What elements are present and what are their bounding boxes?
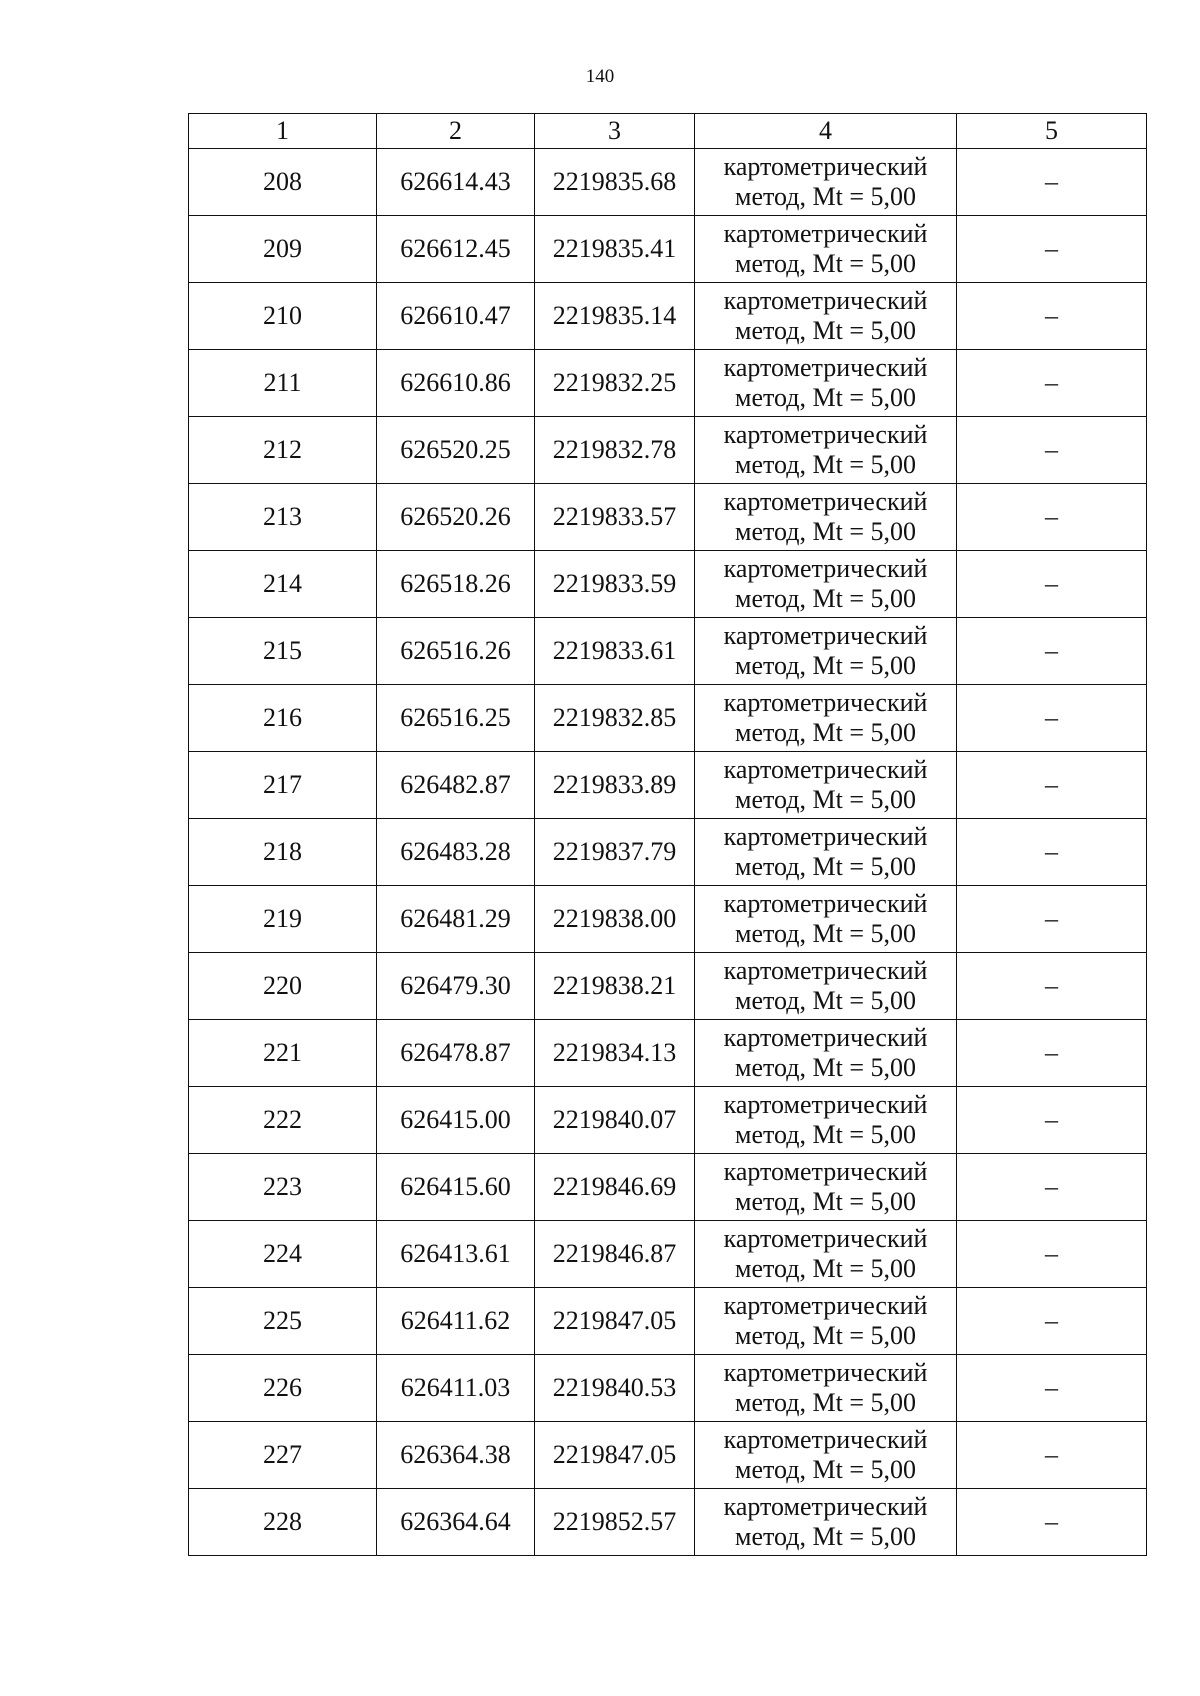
y-coordinate-cell: 2219840.07	[535, 1087, 695, 1154]
method-text-line-2: метод, Mt = 5,00	[735, 651, 916, 680]
method-cell	[695, 1489, 957, 1556]
y-coordinate-cell: 2219837.79	[535, 819, 695, 886]
method-text-line-2: метод, Mt = 5,00	[735, 1053, 916, 1082]
x-coordinate-cell: 626415.00	[377, 1087, 535, 1154]
method-text-line-1: картометрический	[723, 1157, 928, 1186]
column-header-5: 5	[957, 114, 1147, 149]
note-cell: –	[957, 283, 1147, 350]
note-cell: –	[957, 1355, 1147, 1422]
method-cell	[695, 216, 957, 283]
method-text-line-1: картометрический	[723, 1291, 928, 1320]
table-row	[189, 417, 1147, 484]
method-text-line-2: метод, Mt = 5,00	[735, 383, 916, 412]
x-coordinate-cell: 626483.28	[377, 819, 535, 886]
note-cell: –	[957, 1154, 1147, 1221]
note-cell: –	[957, 618, 1147, 685]
note-cell: –	[957, 819, 1147, 886]
point-number-cell: 227	[189, 1422, 377, 1489]
x-coordinate-cell: 626411.62	[377, 1288, 535, 1355]
note-cell: –	[957, 484, 1147, 551]
note-cell: –	[957, 953, 1147, 1020]
column-header-1: 1	[189, 114, 377, 149]
method-text-line-2: метод, Mt = 5,00	[735, 316, 916, 345]
note-cell: –	[957, 1288, 1147, 1355]
method-text-line-1: картометрический	[723, 219, 928, 248]
method-cell	[695, 350, 957, 417]
method-text-line-1: картометрический	[723, 1492, 928, 1521]
x-coordinate-cell: 626610.86	[377, 350, 535, 417]
method-text-line-2: метод, Mt = 5,00	[735, 1120, 916, 1149]
point-number-cell: 224	[189, 1221, 377, 1288]
note-cell: –	[957, 551, 1147, 618]
note-cell: –	[957, 149, 1147, 216]
table-row	[189, 1489, 1147, 1556]
note-cell: –	[957, 886, 1147, 953]
point-number-cell: 218	[189, 819, 377, 886]
y-coordinate-cell: 2219847.05	[535, 1422, 695, 1489]
y-coordinate-cell: 2219835.14	[535, 283, 695, 350]
method-text-line-1: картометрический	[723, 420, 928, 449]
x-coordinate-cell: 626482.87	[377, 752, 535, 819]
table-row	[189, 1288, 1147, 1355]
method-text-line-1: картометрический	[723, 755, 928, 784]
method-text-line-1: картометрический	[723, 152, 928, 181]
method-text-line-2: метод, Mt = 5,00	[735, 986, 916, 1015]
method-text-line-2: метод, Mt = 5,00	[735, 1455, 916, 1484]
note-cell: –	[957, 1020, 1147, 1087]
method-cell	[695, 1355, 957, 1422]
method-text-line-2: метод, Mt = 5,00	[735, 1321, 916, 1350]
method-text-line-1: картометрический	[723, 353, 928, 382]
point-number-cell: 209	[189, 216, 377, 283]
method-cell	[695, 819, 957, 886]
method-cell	[695, 1288, 957, 1355]
method-text-line-2: метод, Mt = 5,00	[735, 852, 916, 881]
table-row	[189, 551, 1147, 618]
table-row	[189, 149, 1147, 216]
y-coordinate-cell: 2219846.87	[535, 1221, 695, 1288]
point-number-cell: 220	[189, 953, 377, 1020]
point-number-cell: 216	[189, 685, 377, 752]
note-cell: –	[957, 752, 1147, 819]
method-text-line-2: метод, Mt = 5,00	[735, 1522, 916, 1551]
point-number-cell: 219	[189, 886, 377, 953]
table-row	[189, 1221, 1147, 1288]
method-text-line-1: картометрический	[723, 889, 928, 918]
x-coordinate-cell: 626481.29	[377, 886, 535, 953]
table-row	[189, 618, 1147, 685]
x-coordinate-cell: 626411.03	[377, 1355, 535, 1422]
x-coordinate-cell: 626516.26	[377, 618, 535, 685]
method-text-line-2: метод, Mt = 5,00	[735, 1187, 916, 1216]
note-cell: –	[957, 350, 1147, 417]
method-text-line-1: картометрический	[723, 487, 928, 516]
method-cell	[695, 1087, 957, 1154]
x-coordinate-cell: 626516.25	[377, 685, 535, 752]
point-number-cell: 222	[189, 1087, 377, 1154]
y-coordinate-cell: 2219833.57	[535, 484, 695, 551]
y-coordinate-cell: 2219834.13	[535, 1020, 695, 1087]
table-header-row	[189, 114, 1147, 149]
method-text-line-2: метод, Mt = 5,00	[735, 718, 916, 747]
method-cell	[695, 551, 957, 618]
point-number-cell: 212	[189, 417, 377, 484]
method-text-line-1: картометрический	[723, 1224, 928, 1253]
point-number-cell: 226	[189, 1355, 377, 1422]
y-coordinate-cell: 2219835.68	[535, 149, 695, 216]
table-row	[189, 886, 1147, 953]
point-number-cell: 221	[189, 1020, 377, 1087]
x-coordinate-cell: 626518.26	[377, 551, 535, 618]
note-cell: –	[957, 417, 1147, 484]
x-coordinate-cell: 626610.47	[377, 283, 535, 350]
note-cell: –	[957, 685, 1147, 752]
point-number-cell: 208	[189, 149, 377, 216]
method-text-line-1: картометрический	[723, 621, 928, 650]
table-row	[189, 484, 1147, 551]
x-coordinate-cell: 626413.61	[377, 1221, 535, 1288]
table-row	[189, 953, 1147, 1020]
method-cell	[695, 149, 957, 216]
point-number-cell: 213	[189, 484, 377, 551]
method-text-line-2: метод, Mt = 5,00	[735, 1388, 916, 1417]
method-cell	[695, 685, 957, 752]
y-coordinate-cell: 2219838.00	[535, 886, 695, 953]
y-coordinate-cell: 2219832.78	[535, 417, 695, 484]
table-row	[189, 752, 1147, 819]
x-coordinate-cell: 626415.60	[377, 1154, 535, 1221]
method-text-line-2: метод, Mt = 5,00	[735, 450, 916, 479]
y-coordinate-cell: 2219835.41	[535, 216, 695, 283]
method-cell	[695, 1154, 957, 1221]
method-text-line-1: картометрический	[723, 1425, 928, 1454]
method-text-line-2: метод, Mt = 5,00	[735, 517, 916, 546]
method-cell	[695, 1020, 957, 1087]
method-cell	[695, 752, 957, 819]
method-text-line-1: картометрический	[723, 1090, 928, 1119]
point-number-cell: 214	[189, 551, 377, 618]
method-cell	[695, 484, 957, 551]
point-number-cell: 223	[189, 1154, 377, 1221]
table-row	[189, 819, 1147, 886]
x-coordinate-cell: 626364.64	[377, 1489, 535, 1556]
note-cell: –	[957, 1422, 1147, 1489]
x-coordinate-cell: 626520.26	[377, 484, 535, 551]
x-coordinate-cell: 626478.87	[377, 1020, 535, 1087]
method-text-line-2: метод, Mt = 5,00	[735, 182, 916, 211]
method-text-line-2: метод, Mt = 5,00	[735, 249, 916, 278]
y-coordinate-cell: 2219833.59	[535, 551, 695, 618]
y-coordinate-cell: 2219832.85	[535, 685, 695, 752]
y-coordinate-cell: 2219846.69	[535, 1154, 695, 1221]
method-text-line-1: картометрический	[723, 956, 928, 985]
y-coordinate-cell: 2219833.89	[535, 752, 695, 819]
table-row	[189, 1154, 1147, 1221]
method-text-line-1: картометрический	[723, 822, 928, 851]
method-cell	[695, 1422, 957, 1489]
method-cell	[695, 886, 957, 953]
y-coordinate-cell: 2219838.21	[535, 953, 695, 1020]
table-row	[189, 216, 1147, 283]
method-cell	[695, 417, 957, 484]
y-coordinate-cell: 2219832.25	[535, 350, 695, 417]
note-cell: –	[957, 1087, 1147, 1154]
note-cell: –	[957, 216, 1147, 283]
coordinates-table	[188, 113, 1147, 1556]
method-text-line-2: метод, Mt = 5,00	[735, 1254, 916, 1283]
x-coordinate-cell: 626612.45	[377, 216, 535, 283]
x-coordinate-cell: 626614.43	[377, 149, 535, 216]
x-coordinate-cell: 626520.25	[377, 417, 535, 484]
table-row	[189, 1087, 1147, 1154]
y-coordinate-cell: 2219847.05	[535, 1288, 695, 1355]
table-row	[189, 350, 1147, 417]
method-text-line-1: картометрический	[723, 688, 928, 717]
point-number-cell: 228	[189, 1489, 377, 1556]
column-header-2: 2	[377, 114, 535, 149]
page-number: 140	[585, 66, 615, 87]
method-text-line-1: картометрический	[723, 286, 928, 315]
x-coordinate-cell: 626479.30	[377, 953, 535, 1020]
table-row	[189, 685, 1147, 752]
table-row	[189, 1020, 1147, 1087]
column-header-4: 4	[695, 114, 957, 149]
y-coordinate-cell: 2219852.57	[535, 1489, 695, 1556]
table-row	[189, 1422, 1147, 1489]
method-text-line-2: метод, Mt = 5,00	[735, 919, 916, 948]
method-text-line-1: картометрический	[723, 554, 928, 583]
method-text-line-1: картометрический	[723, 1358, 928, 1387]
y-coordinate-cell: 2219840.53	[535, 1355, 695, 1422]
column-header-3: 3	[535, 114, 695, 149]
point-number-cell: 217	[189, 752, 377, 819]
note-cell: –	[957, 1221, 1147, 1288]
table-row	[189, 283, 1147, 350]
x-coordinate-cell: 626364.38	[377, 1422, 535, 1489]
point-number-cell: 211	[189, 350, 377, 417]
method-cell	[695, 283, 957, 350]
table-body	[189, 149, 1147, 1556]
point-number-cell: 210	[189, 283, 377, 350]
note-cell: –	[957, 1489, 1147, 1556]
y-coordinate-cell: 2219833.61	[535, 618, 695, 685]
method-text-line-2: метод, Mt = 5,00	[735, 584, 916, 613]
point-number-cell: 215	[189, 618, 377, 685]
point-number-cell: 225	[189, 1288, 377, 1355]
table-row	[189, 1355, 1147, 1422]
method-text-line-1: картометрический	[723, 1023, 928, 1052]
method-text-line-2: метод, Mt = 5,00	[735, 785, 916, 814]
method-cell	[695, 953, 957, 1020]
method-cell	[695, 1221, 957, 1288]
method-cell	[695, 618, 957, 685]
